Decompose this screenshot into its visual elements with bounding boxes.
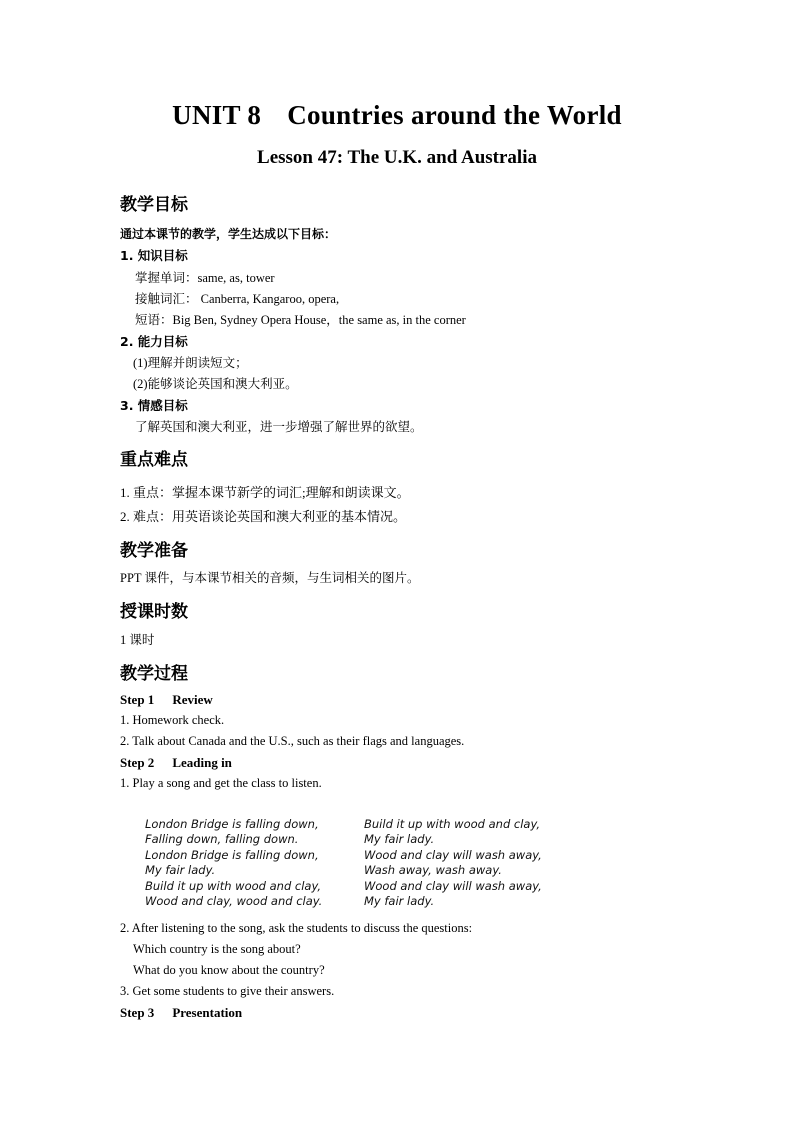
question-line: What do you know about the country? bbox=[133, 963, 325, 977]
lyric-line: Wood and clay, wood and clay. bbox=[145, 894, 323, 909]
step-line: 1. Homework check. bbox=[120, 713, 225, 727]
step-2-heading bbox=[120, 755, 232, 771]
step-line: 3. Get some students to give their answers. bbox=[120, 984, 335, 998]
key-point-item: 1. 重点：掌握本课节新学的词汇;理解和朗读课文。 bbox=[120, 485, 410, 500]
lesson-subtitle: Lesson 47: The U.K. and Australia bbox=[257, 147, 537, 168]
knowledge-line: 短语：Big Ben, Sydney Opera House，the same as, in the corner bbox=[135, 313, 466, 327]
section-heading-key-points: 重点难点 bbox=[120, 450, 188, 470]
step-name: Leading in bbox=[172, 755, 232, 770]
lyric-line: Wash away, wash away. bbox=[364, 863, 502, 878]
ability-line: (2)能够谈论英国和澳大利亚。 bbox=[133, 377, 298, 391]
step-label: Step 3 bbox=[120, 1005, 155, 1020]
lyric-line: Falling down, falling down. bbox=[145, 832, 299, 847]
hours-text: 1 课时 bbox=[120, 633, 155, 647]
step-label: Step 1 bbox=[120, 692, 155, 707]
goals-intro: 通过本课节的教学，学生达成以下目标： bbox=[120, 227, 337, 241]
step-name: Presentation bbox=[172, 1005, 243, 1020]
lyric-line: My fair lady. bbox=[364, 894, 435, 909]
song-lyrics-column-2 bbox=[364, 817, 542, 909]
lyric-line: Build it up with wood and clay, bbox=[145, 878, 322, 893]
song-lyrics-column-1 bbox=[145, 817, 322, 909]
step-line: 2. After listening to the song, ask the students to discuss the questions: bbox=[120, 921, 473, 935]
step-label: Step 2 bbox=[120, 755, 155, 770]
knowledge-goal-heading: 1. 知识目标 bbox=[120, 248, 188, 263]
lyric-line: Wood and clay will wash away, bbox=[364, 847, 542, 862]
section-heading-process: 教学过程 bbox=[120, 664, 188, 684]
lyric-line: Build it up with wood and clay, bbox=[364, 817, 541, 831]
preparation-text: PPT 课件，与本课节相关的音频，与生词相关的图片。 bbox=[120, 571, 420, 585]
knowledge-line: 掌握单词：same, as, tower bbox=[135, 271, 275, 285]
emotion-goal-heading: 3. 情感目标 bbox=[120, 398, 188, 413]
step-line: 1. Play a song and get the class to listen. bbox=[120, 776, 322, 790]
lyric-line: My fair lady. bbox=[364, 832, 435, 847]
title-text: Countries around the World bbox=[287, 100, 622, 130]
step-line: 2. Talk about Canada and the U.S., such as their flags and languages. bbox=[120, 734, 465, 748]
step-1-heading bbox=[120, 692, 213, 708]
step-3-heading bbox=[120, 1005, 242, 1021]
ability-line: (1)理解并朗读短文； bbox=[133, 356, 248, 370]
section-heading-hours: 授课时数 bbox=[120, 602, 188, 622]
lyric-line: My fair lady. bbox=[145, 863, 216, 878]
knowledge-line: 接触词汇： Canberra, Kangaroo, opera, bbox=[135, 292, 340, 306]
lyric-line: Wood and clay will wash away, bbox=[364, 878, 542, 893]
key-point-item: 2. 难点：用英语谈论英国和澳大利亚的基本情况。 bbox=[120, 509, 407, 524]
section-heading-preparation: 教学准备 bbox=[120, 541, 188, 561]
step-name: Review bbox=[172, 692, 213, 707]
lyric-line: London Bridge is falling down, bbox=[145, 817, 319, 831]
section-heading-goals: 教学目标 bbox=[120, 195, 188, 215]
title-unit: UNIT 8 bbox=[172, 100, 262, 130]
lyric-line: London Bridge is falling down, bbox=[145, 847, 319, 862]
emotion-line: 了解英国和澳大利亚，进一步增强了解世界的欲望。 bbox=[135, 420, 423, 434]
document-title bbox=[0, 100, 794, 131]
question-line: Which country is the song about? bbox=[133, 942, 301, 956]
ability-goal-heading: 2. 能力目标 bbox=[120, 334, 188, 349]
